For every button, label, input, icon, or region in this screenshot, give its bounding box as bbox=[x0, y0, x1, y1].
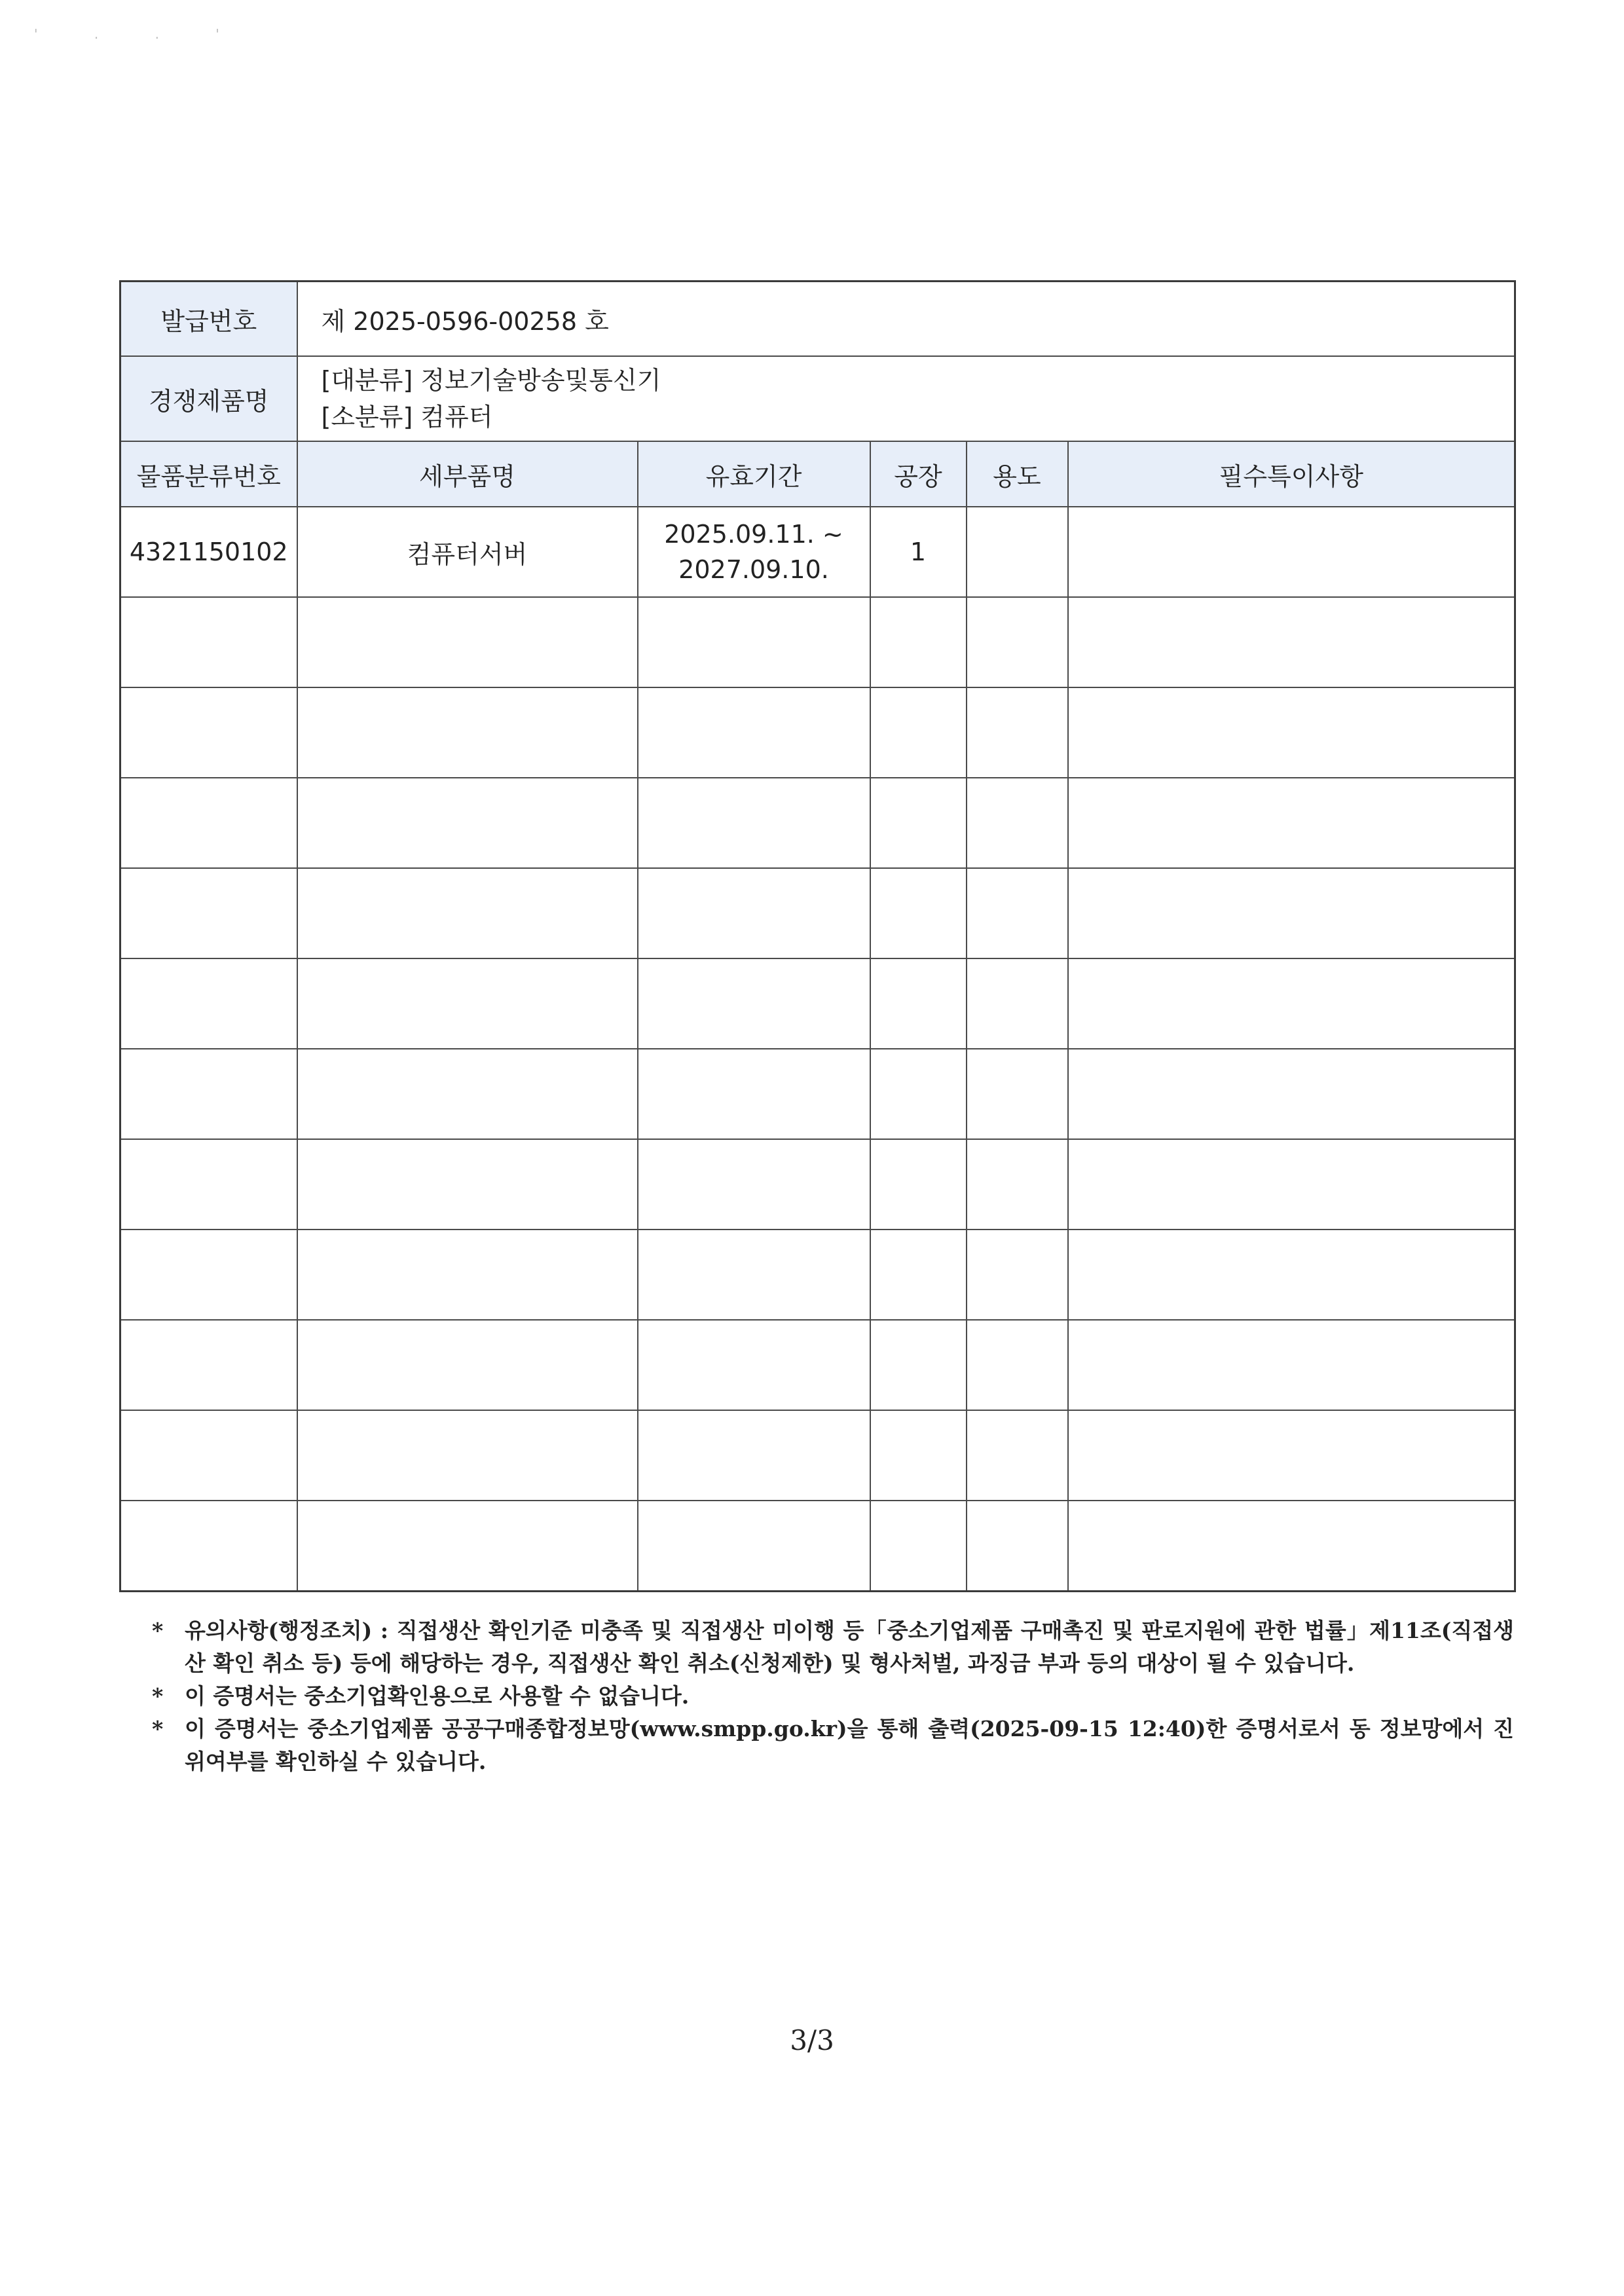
empty-cell bbox=[967, 1410, 1068, 1501]
header-item-name: 세부품명 bbox=[297, 441, 638, 507]
empty-cell bbox=[967, 868, 1068, 958]
empty-cell bbox=[638, 778, 870, 868]
empty-cell bbox=[1068, 1139, 1515, 1230]
empty-cell bbox=[297, 1230, 638, 1320]
empty-table-row bbox=[120, 958, 1515, 1049]
empty-cell bbox=[870, 687, 967, 778]
empty-cell bbox=[870, 1320, 967, 1410]
header-valid-period: 유효기간 bbox=[638, 441, 870, 507]
empty-cell bbox=[120, 1230, 297, 1320]
empty-cell bbox=[967, 958, 1068, 1049]
empty-table-row bbox=[120, 1230, 1515, 1320]
certificate-table bbox=[119, 280, 1516, 1592]
empty-table-row bbox=[120, 1501, 1515, 1592]
empty-cell bbox=[120, 1501, 297, 1592]
empty-cell bbox=[638, 1320, 870, 1410]
header-factory: 공장 bbox=[870, 441, 967, 507]
usage bbox=[967, 507, 1068, 597]
bullet-icon: * bbox=[152, 1716, 164, 1741]
empty-cell bbox=[638, 1049, 870, 1139]
empty-cell bbox=[870, 778, 967, 868]
empty-cell bbox=[120, 1320, 297, 1410]
empty-cell bbox=[967, 1049, 1068, 1139]
empty-cell bbox=[638, 597, 870, 687]
empty-cell bbox=[297, 1501, 638, 1592]
product-name-row bbox=[120, 356, 1515, 441]
empty-cell bbox=[297, 597, 638, 687]
empty-cell bbox=[120, 1049, 297, 1139]
empty-cell bbox=[1068, 1320, 1515, 1410]
empty-cell bbox=[870, 868, 967, 958]
header-classification-number: 물품분류번호 bbox=[120, 441, 297, 507]
empty-cell bbox=[967, 597, 1068, 687]
empty-cell bbox=[1068, 778, 1515, 868]
notice-verification bbox=[152, 1713, 1514, 1778]
empty-cell bbox=[870, 1049, 967, 1139]
empty-table-row bbox=[120, 1049, 1515, 1139]
empty-table-row bbox=[120, 597, 1515, 687]
minor-category: [소분류] 컴퓨터 bbox=[321, 403, 493, 431]
empty-cell bbox=[638, 958, 870, 1049]
empty-cell bbox=[1068, 1501, 1515, 1592]
empty-table-row bbox=[120, 1410, 1515, 1501]
notices bbox=[152, 1614, 1514, 1778]
table-row bbox=[120, 507, 1515, 597]
empty-cell bbox=[1068, 958, 1515, 1049]
empty-cell bbox=[120, 597, 297, 687]
empty-cell bbox=[870, 958, 967, 1049]
major-category: [대분류] 정보기술방송및통신기 bbox=[321, 366, 661, 395]
empty-cell bbox=[1068, 1049, 1515, 1139]
empty-table-row bbox=[120, 687, 1515, 778]
empty-cell bbox=[297, 1049, 638, 1139]
empty-cell bbox=[1068, 1410, 1515, 1501]
classification-number: 4321150102 bbox=[120, 507, 297, 597]
empty-cell bbox=[967, 1230, 1068, 1320]
header-special-notes: 필수특이사항 bbox=[1068, 441, 1515, 507]
empty-cell bbox=[638, 687, 870, 778]
special-notes bbox=[1068, 507, 1515, 597]
empty-cell bbox=[967, 1501, 1068, 1592]
empty-rows bbox=[120, 597, 1515, 1592]
empty-cell bbox=[297, 1410, 638, 1501]
product-name-label: 경쟁제품명 bbox=[120, 356, 297, 441]
empty-cell bbox=[297, 1320, 638, 1410]
empty-cell bbox=[870, 1139, 967, 1230]
valid-period-start: 2025.09.11. ~ bbox=[664, 520, 843, 549]
empty-cell bbox=[297, 958, 638, 1049]
empty-cell bbox=[297, 868, 638, 958]
empty-cell bbox=[120, 778, 297, 868]
issue-number-label: 발급번호 bbox=[120, 282, 297, 357]
empty-cell bbox=[967, 778, 1068, 868]
empty-cell bbox=[870, 597, 967, 687]
empty-cell bbox=[870, 1501, 967, 1592]
empty-table-row bbox=[120, 778, 1515, 868]
valid-period-end: 2027.09.10. bbox=[678, 555, 829, 584]
item-name: 컴퓨터서버 bbox=[297, 507, 638, 597]
empty-cell bbox=[870, 1410, 967, 1501]
empty-cell bbox=[297, 1139, 638, 1230]
empty-cell bbox=[1068, 1230, 1515, 1320]
empty-cell bbox=[638, 1139, 870, 1230]
empty-cell bbox=[638, 1501, 870, 1592]
table-header-row bbox=[120, 441, 1515, 507]
empty-cell bbox=[638, 1230, 870, 1320]
empty-cell bbox=[1068, 687, 1515, 778]
page-number: 3/3 bbox=[790, 2024, 834, 2056]
empty-table-row bbox=[120, 1320, 1515, 1410]
empty-cell bbox=[967, 687, 1068, 778]
empty-cell bbox=[638, 868, 870, 958]
factory-count: 1 bbox=[870, 507, 967, 597]
notice-text: 이 증명서는 중소기업확인용으로 사용할 수 없습니다. bbox=[185, 1683, 690, 1709]
empty-cell bbox=[120, 687, 297, 778]
empty-cell bbox=[120, 958, 297, 1049]
empty-cell bbox=[120, 868, 297, 958]
notice-not-for-sme-check bbox=[152, 1680, 1514, 1713]
header-usage: 용도 bbox=[967, 441, 1068, 507]
empty-cell bbox=[120, 1410, 297, 1501]
empty-cell bbox=[1068, 868, 1515, 958]
empty-cell bbox=[297, 687, 638, 778]
empty-cell bbox=[967, 1320, 1068, 1410]
bullet-icon: * bbox=[152, 1618, 164, 1643]
notice-text: 유의사항(행정조치) : 직접생산 확인기준 미충족 및 직접생산 미이행 등「중소기업제품 구매촉진 및 판로지원에 관한 법률」제11조(직접생산 확인 취소 등) 등에 해당하는 경우, 직접생산 확인 취소(신청제한) 및 형사처벌, 과징금 부과 등의 대상이 될 수 있습니다. bbox=[185, 1618, 1514, 1676]
empty-cell bbox=[1068, 597, 1515, 687]
empty-cell bbox=[870, 1230, 967, 1320]
product-category bbox=[297, 356, 1515, 441]
empty-cell bbox=[638, 1410, 870, 1501]
empty-table-row bbox=[120, 868, 1515, 958]
notice-administrative-action bbox=[152, 1614, 1514, 1680]
issue-number-row bbox=[120, 282, 1515, 357]
empty-cell bbox=[967, 1139, 1068, 1230]
valid-period bbox=[638, 507, 870, 597]
scan-artifact: ' . . ' bbox=[34, 26, 246, 42]
empty-cell bbox=[297, 778, 638, 868]
issue-number-value: 제 2025-0596-00258 호 bbox=[297, 282, 1515, 357]
empty-cell bbox=[120, 1139, 297, 1230]
notice-text: 이 증명서는 중소기업제품 공공구매종합정보망(www.smpp.go.kr)을 통해 출력(2025-09-15 12:40)한 증명서로서 동 정보망에서 진위여부를 확인하실 수 있습니다. bbox=[185, 1716, 1514, 1774]
empty-table-row bbox=[120, 1139, 1515, 1230]
bullet-icon: * bbox=[152, 1683, 164, 1709]
